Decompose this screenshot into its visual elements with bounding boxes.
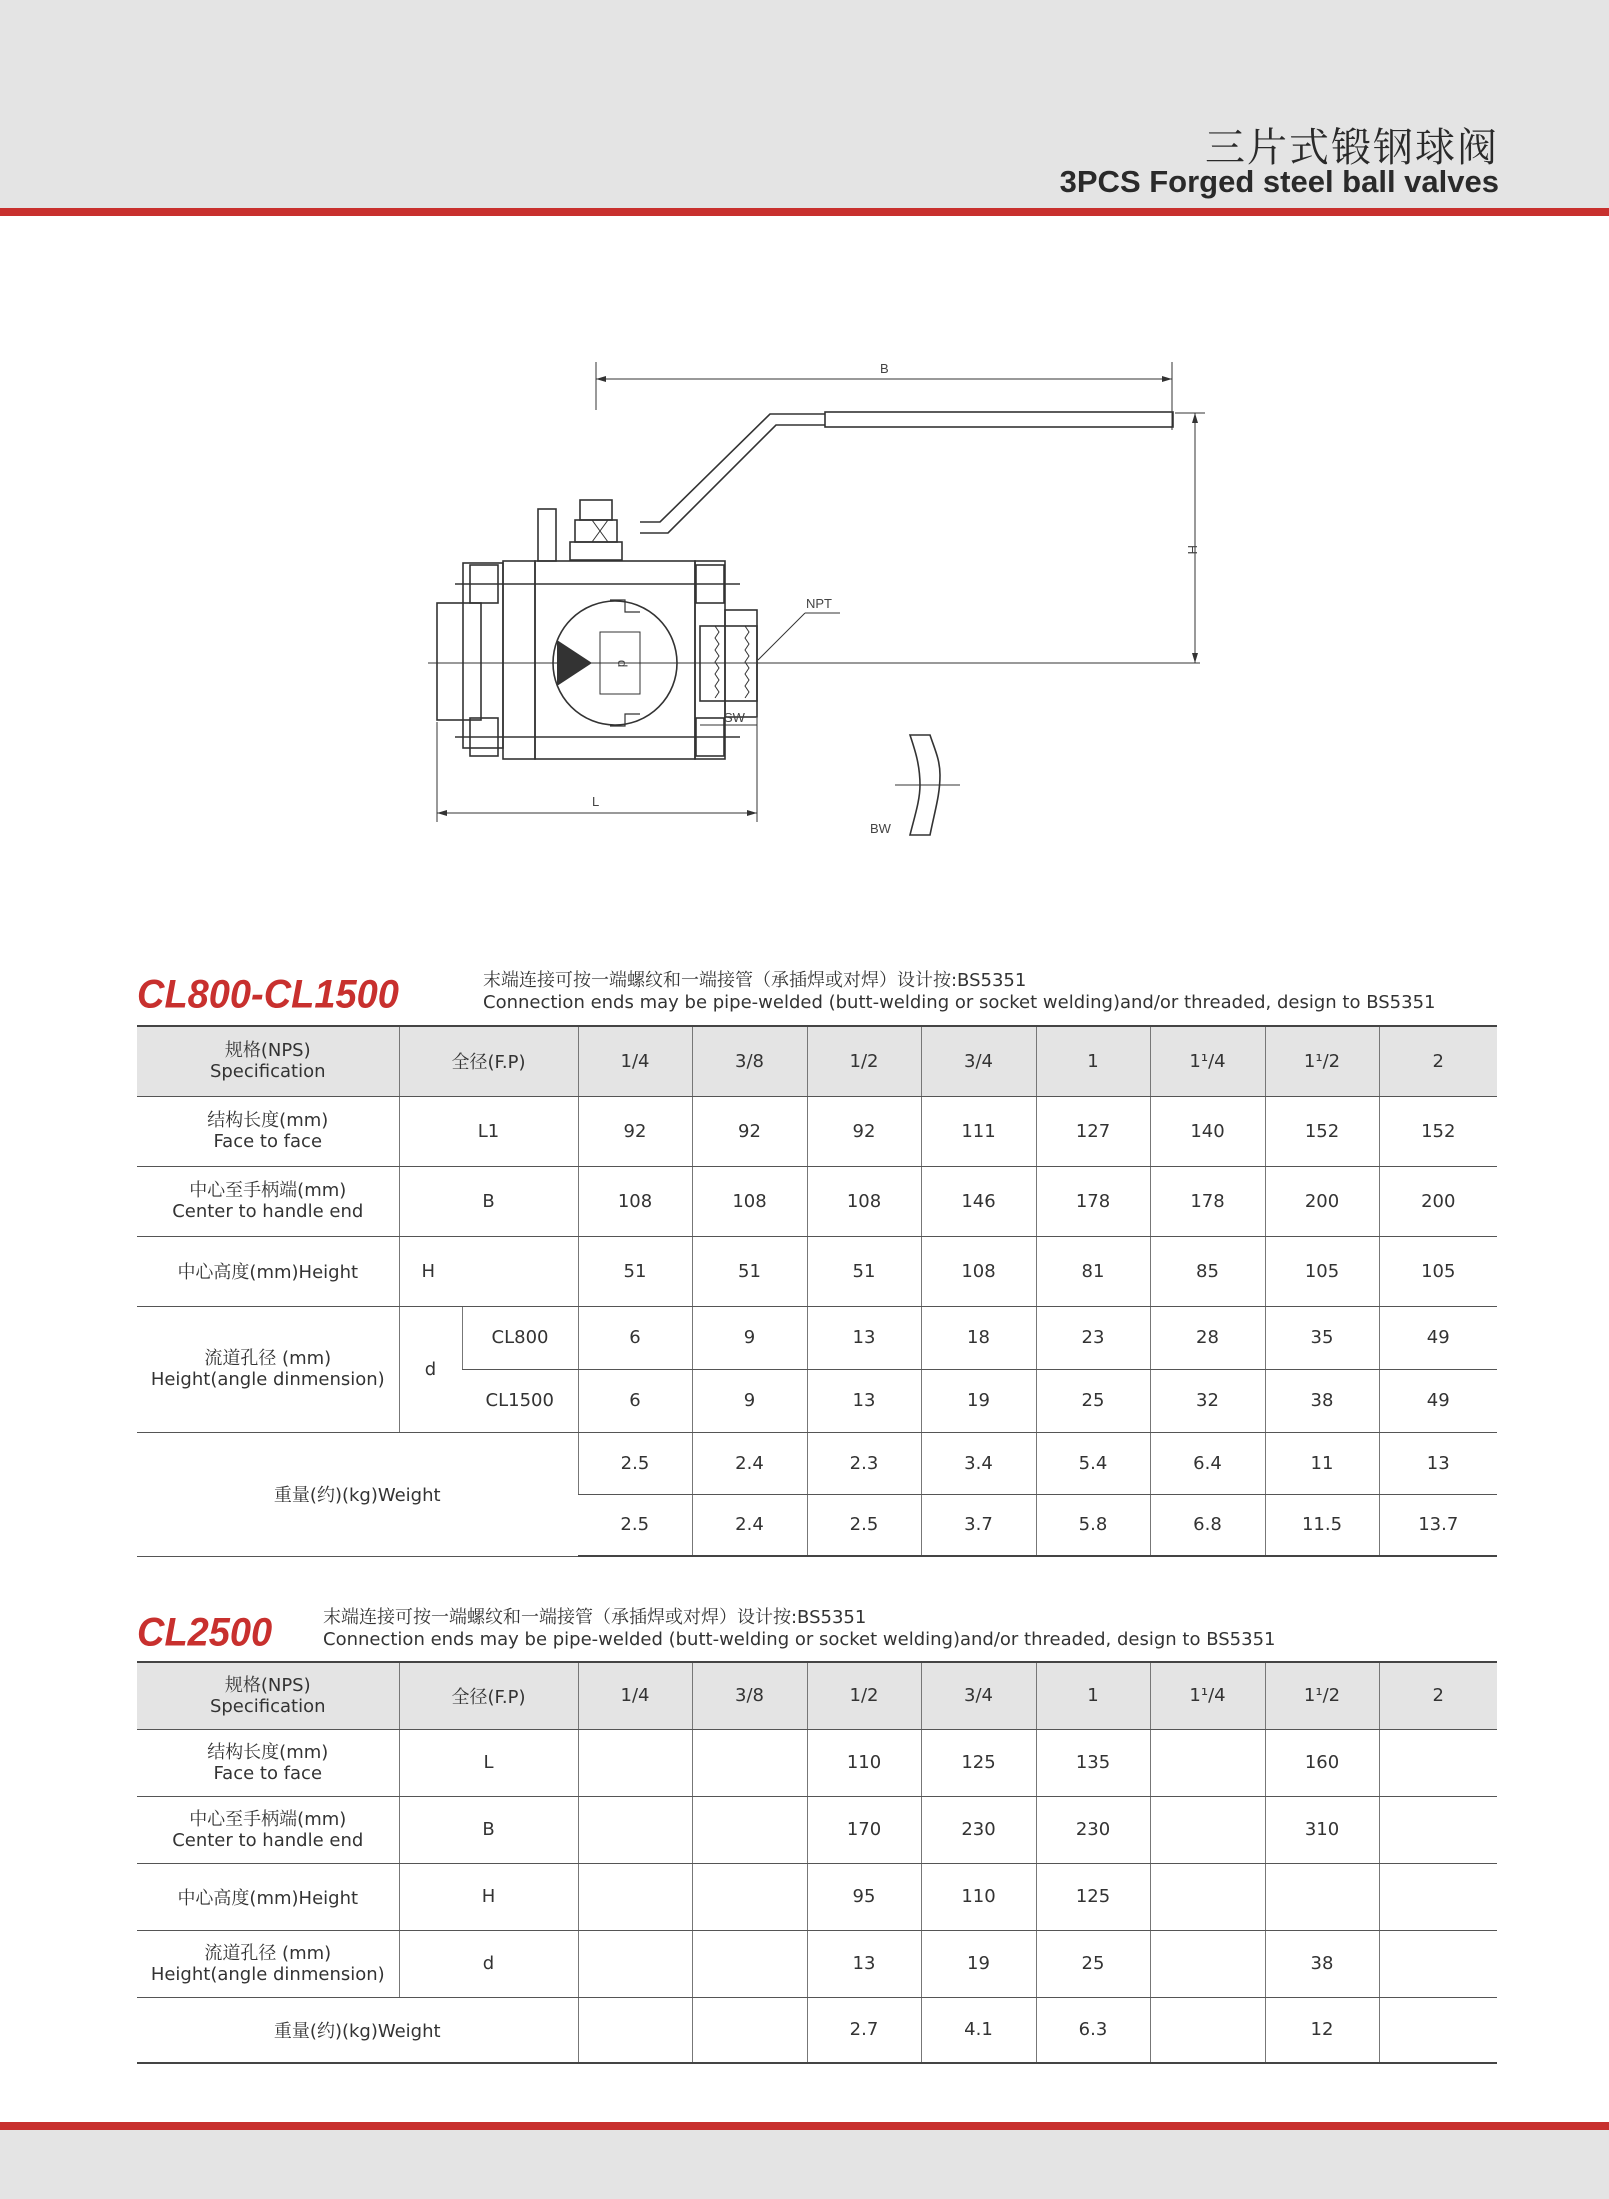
class-label: CL1500 — [462, 1369, 578, 1432]
row-label: 中心高度(mm)Height — [137, 1863, 399, 1930]
row-label: 中心高度(mm)Height — [137, 1236, 399, 1306]
cell: 2.3 — [807, 1432, 921, 1494]
row-label: 中心至手柄端(mm) Center to handle end — [137, 1166, 399, 1236]
cell — [1150, 1930, 1265, 1997]
cell: 92 — [578, 1096, 692, 1166]
cell — [1265, 1863, 1379, 1930]
size-header: 3/8 — [692, 1662, 807, 1729]
size-header: 3/8 — [692, 1026, 807, 1096]
row-code: d — [399, 1306, 462, 1432]
cell: 28 — [1150, 1306, 1265, 1369]
row-code: B — [399, 1796, 578, 1863]
header-divider — [0, 208, 1609, 216]
cell: 13 — [807, 1930, 921, 1997]
size-header: 1¹/4 — [1150, 1026, 1265, 1096]
cell — [692, 1729, 807, 1796]
footer-band — [0, 2130, 1609, 2199]
size-header: 1¹/2 — [1265, 1662, 1379, 1729]
size-header: 1¹/4 — [1150, 1662, 1265, 1729]
cell: 13.7 — [1379, 1494, 1497, 1556]
cell — [1150, 1863, 1265, 1930]
row-label: 中心至手柄端(mm) Center to handle end — [137, 1796, 399, 1863]
size-header: 2 — [1379, 1662, 1497, 1729]
cell: 23 — [1036, 1306, 1150, 1369]
fp-header-cell: 全径(F.P) — [399, 1662, 578, 1729]
dim-label-sw: SW — [724, 710, 745, 725]
cell — [1379, 1863, 1497, 1930]
page-title-en: 3PCS Forged steel ball valves — [1059, 164, 1499, 199]
cell: 19 — [921, 1369, 1036, 1432]
table-row — [137, 1166, 1497, 1236]
cell: 230 — [921, 1796, 1036, 1863]
cell: 9 — [692, 1306, 807, 1369]
cell: 12 — [1265, 1997, 1379, 2063]
section-code-cl800-cl1500: CL800-CL1500 — [137, 972, 399, 1018]
size-header: 1/4 — [578, 1662, 692, 1729]
cell: 85 — [1150, 1236, 1265, 1306]
cell: 2.4 — [692, 1494, 807, 1556]
cell: 5.4 — [1036, 1432, 1150, 1494]
row-code: H — [399, 1236, 578, 1306]
cell: 95 — [807, 1863, 921, 1930]
class-label: CL800 — [462, 1306, 578, 1369]
row-code: L1 — [399, 1096, 578, 1166]
table-row — [137, 1096, 1497, 1166]
cell: 108 — [692, 1166, 807, 1236]
spec-table-cl800-cl1500 — [137, 1025, 1497, 1557]
cell: 127 — [1036, 1096, 1150, 1166]
fp-header-cell: 全径(F.P) — [399, 1026, 578, 1096]
table-row — [137, 1997, 1497, 2063]
cell: 35 — [1265, 1306, 1379, 1369]
size-header: 1/2 — [807, 1026, 921, 1096]
size-header: 3/4 — [921, 1662, 1036, 1729]
cell: 310 — [1265, 1796, 1379, 1863]
row-code: d — [399, 1930, 578, 1997]
table-row — [137, 1930, 1497, 1997]
row-code: L — [399, 1729, 578, 1796]
cell — [1379, 1997, 1497, 2063]
cell: 32 — [1150, 1369, 1265, 1432]
section-note-cn: 末端连接可按一端螺纹和一端接管（承插焊或对焊）设计按:BS5351 — [323, 1607, 867, 1628]
cell: 2.5 — [807, 1494, 921, 1556]
cell — [1150, 1997, 1265, 2063]
cell: 81 — [1036, 1236, 1150, 1306]
dim-label-bw: BW — [870, 821, 891, 836]
cell: 146 — [921, 1166, 1036, 1236]
cell: 125 — [921, 1729, 1036, 1796]
cell — [578, 1930, 692, 1997]
footer-divider — [0, 2122, 1609, 2130]
table-row — [137, 1863, 1497, 1930]
cell: 2.5 — [578, 1494, 692, 1556]
size-header: 1 — [1036, 1026, 1150, 1096]
size-header: 1/2 — [807, 1662, 921, 1729]
row-label: 流道孔径 (mm) Height(angle dinmension) — [137, 1930, 399, 1997]
cell: 6 — [578, 1369, 692, 1432]
cell: 160 — [1265, 1729, 1379, 1796]
cell: 6 — [578, 1306, 692, 1369]
cell: 19 — [921, 1930, 1036, 1997]
cell — [578, 1796, 692, 1863]
size-header: 1¹/2 — [1265, 1026, 1379, 1096]
cell: 2.4 — [692, 1432, 807, 1494]
cell: 6.4 — [1150, 1432, 1265, 1494]
section-note-cn: 末端连接可按一端螺纹和一端接管（承插焊或对焊）设计按:BS5351 — [483, 970, 1027, 991]
weight-label: 重量(约)(kg)Weight — [137, 1997, 578, 2063]
cell — [1379, 1796, 1497, 1863]
cell: 3.4 — [921, 1432, 1036, 1494]
cell: 49 — [1379, 1369, 1497, 1432]
cell — [1379, 1729, 1497, 1796]
cell: 4.1 — [921, 1997, 1036, 2063]
table-header-row — [137, 1026, 1497, 1096]
cell: 152 — [1379, 1096, 1497, 1166]
cell: 13 — [807, 1306, 921, 1369]
cell: 5.8 — [1036, 1494, 1150, 1556]
cell: 38 — [1265, 1369, 1379, 1432]
table-row — [137, 1236, 1497, 1306]
valve-drawing — [420, 350, 1240, 850]
cell: 108 — [921, 1236, 1036, 1306]
cell: 92 — [692, 1096, 807, 1166]
cell: 178 — [1150, 1166, 1265, 1236]
table-row — [137, 1729, 1497, 1796]
row-label: 流道孔径 (mm) Height(angle dinmension) — [137, 1306, 399, 1432]
cell: 105 — [1379, 1236, 1497, 1306]
cell — [1150, 1729, 1265, 1796]
cell — [578, 1997, 692, 2063]
cell: 152 — [1265, 1096, 1379, 1166]
cell: 3.7 — [921, 1494, 1036, 1556]
cell: 49 — [1379, 1306, 1497, 1369]
row-label: 结构长度(mm) Face to face — [137, 1096, 399, 1166]
size-header: 3/4 — [921, 1026, 1036, 1096]
cell: 2.7 — [807, 1997, 921, 2063]
cell: 110 — [807, 1729, 921, 1796]
cell: 140 — [1150, 1096, 1265, 1166]
cell: 105 — [1265, 1236, 1379, 1306]
section-note-en: Connection ends may be pipe-welded (butt-welding or socket welding)and/or threaded, design to BS5351 — [323, 1629, 1276, 1650]
cell — [692, 1796, 807, 1863]
cell: 13 — [807, 1369, 921, 1432]
weight-label: 重量(约)(kg)Weight — [137, 1432, 578, 1556]
cell: 6.8 — [1150, 1494, 1265, 1556]
cell: 51 — [578, 1236, 692, 1306]
cell: 11 — [1265, 1432, 1379, 1494]
cell: 108 — [807, 1166, 921, 1236]
row-label: 结构长度(mm) Face to face — [137, 1729, 399, 1796]
cell — [692, 1930, 807, 1997]
table-header-row — [137, 1662, 1497, 1729]
cell — [578, 1863, 692, 1930]
cell — [1150, 1796, 1265, 1863]
table-row — [137, 1432, 1497, 1494]
cell: 2.5 — [578, 1432, 692, 1494]
cell: 92 — [807, 1096, 921, 1166]
table-row — [137, 1306, 1497, 1369]
row-code: B — [399, 1166, 578, 1236]
dim-label-b: B — [880, 361, 889, 376]
cell: 108 — [578, 1166, 692, 1236]
cell: 230 — [1036, 1796, 1150, 1863]
size-header: 2 — [1379, 1026, 1497, 1096]
dim-label-d: d — [615, 660, 630, 668]
cell: 110 — [921, 1863, 1036, 1930]
cell: 11.5 — [1265, 1494, 1379, 1556]
size-header: 1/4 — [578, 1026, 692, 1096]
page-title-cn: 三片式锻钢球阀 — [1205, 125, 1499, 171]
cell: 6.3 — [1036, 1997, 1150, 2063]
spec-header-cell: 规格(NPS) Specification — [137, 1026, 399, 1096]
cell: 51 — [692, 1236, 807, 1306]
section-code-cl2500: CL2500 — [137, 1610, 273, 1656]
spec-header-cell: 规格(NPS) Specification — [137, 1662, 399, 1729]
cell: 200 — [1379, 1166, 1497, 1236]
cell — [692, 1863, 807, 1930]
cell — [1379, 1930, 1497, 1997]
cell: 170 — [807, 1796, 921, 1863]
row-code: H — [399, 1863, 578, 1930]
cell: 25 — [1036, 1369, 1150, 1432]
cell — [578, 1729, 692, 1796]
cell: 13 — [1379, 1432, 1497, 1494]
cell: 51 — [807, 1236, 921, 1306]
cell: 25 — [1036, 1930, 1150, 1997]
size-header: 1 — [1036, 1662, 1150, 1729]
cell: 9 — [692, 1369, 807, 1432]
cell — [692, 1997, 807, 2063]
cell: 18 — [921, 1306, 1036, 1369]
cell: 111 — [921, 1096, 1036, 1166]
spec-table-cl2500 — [137, 1661, 1497, 2064]
cell: 178 — [1036, 1166, 1150, 1236]
dim-label-npt: NPT — [806, 596, 832, 611]
cell: 135 — [1036, 1729, 1150, 1796]
section-note-en: Connection ends may be pipe-welded (butt-welding or socket welding)and/or threaded, design to BS5351 — [483, 992, 1436, 1013]
cell: 200 — [1265, 1166, 1379, 1236]
cell: 125 — [1036, 1863, 1150, 1930]
dim-label-h: H — [1185, 545, 1200, 555]
cell: 38 — [1265, 1930, 1379, 1997]
table-row — [137, 1796, 1497, 1863]
dim-label-l: L — [592, 794, 600, 809]
